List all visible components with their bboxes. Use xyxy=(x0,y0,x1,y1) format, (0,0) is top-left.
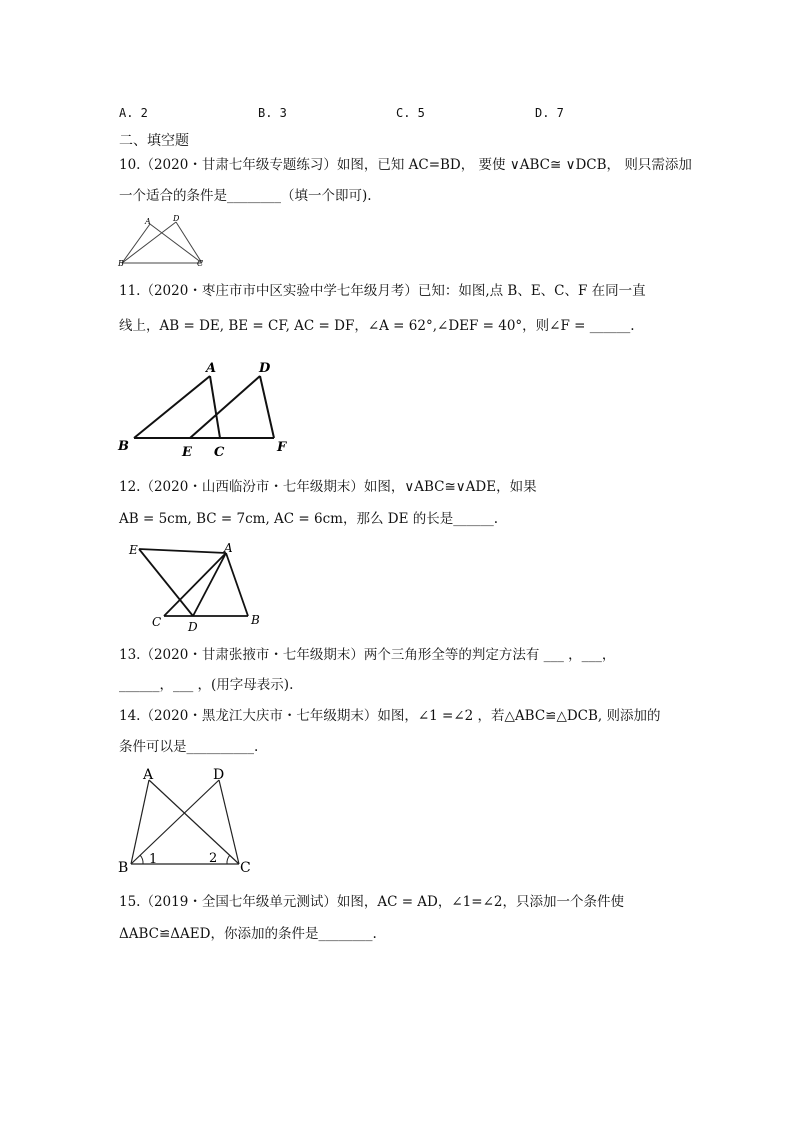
q13-line1: 13.（2020・甘肃张掖市・七年级期末）两个三角形全等的判定方法有 ___ ，___， xyxy=(119,647,616,663)
section-title: 二、填空题 xyxy=(119,133,189,149)
q11-line2: 线上，AB = DE, BE = CF, AC = DF，∠A = 62°,∠DEF = 40°，则∠F = ______. xyxy=(119,318,635,334)
q15-line1: 15.（2019・全国七年级单元测试）如图，AC = AD，∠1=∠2，只添加一个条件使 xyxy=(119,894,624,910)
q11-label-f: F xyxy=(277,440,287,455)
q11-label-e: E xyxy=(182,445,192,460)
q10-line1: 10.（2020・甘肃七年级专题练习）如图，已知 AC=BD， 要使 ∨ABC≅ ∨DCB， 则只需添加 xyxy=(119,157,692,173)
q12-label-b: B xyxy=(251,613,260,627)
q12-label-d: D xyxy=(188,620,198,634)
q11-line1: 11.（2020・枣庄市市中区实验中学七年级月考）已知：如图,点 B、E、C、F 在同一直 xyxy=(119,283,646,299)
q14-figure xyxy=(117,764,257,876)
q10-label-b: B xyxy=(118,259,124,268)
q14-label-c: C xyxy=(240,860,251,876)
q10-figure xyxy=(118,216,208,266)
option-d: D. 7 xyxy=(535,106,564,120)
q10-line2: 一个适合的条件是________（填一个即可). xyxy=(119,188,372,204)
q11-label-a: A xyxy=(206,361,217,376)
q12-line2: AB = 5cm, BC = 7cm, AC = 6cm，那么 DE 的长是______. xyxy=(119,511,499,527)
q11-label-c: C xyxy=(214,445,225,460)
q14-angle-1: 1 xyxy=(149,852,158,867)
q11-figure xyxy=(116,358,306,458)
q11-label-d: D xyxy=(259,361,271,376)
q12-label-e: E xyxy=(129,543,138,557)
q10-label-a: A xyxy=(145,217,151,226)
q10-label-c: C xyxy=(197,259,204,268)
q12-figure xyxy=(120,538,270,633)
q14-label-d: D xyxy=(213,767,225,783)
q12-label-a: A xyxy=(224,541,233,555)
q12-line1: 12.（2020・山西临汾市・七年级期末）如图，∨ABC≅∨ADE，如果 xyxy=(119,479,537,495)
option-c: C. 5 xyxy=(396,106,425,120)
q14-label-a: A xyxy=(143,767,154,783)
q14-angle-2: 2 xyxy=(209,851,218,866)
q11-label-b: B xyxy=(118,439,129,454)
q12-label-c: C xyxy=(152,615,162,629)
option-b: B. 3 xyxy=(258,106,287,120)
option-a: A. 2 xyxy=(119,106,148,120)
q14-line2: 条件可以是__________. xyxy=(119,739,259,755)
q14-label-b: B xyxy=(118,860,129,876)
q15-line2: ΔABC≌ΔAED，你添加的条件是________. xyxy=(119,926,377,942)
q13-line2: ______，___ ，(用字母表示). xyxy=(119,677,294,693)
q14-line1: 14.（2020・黑龙江大庆市・七年级期末）如图，∠1 =∠2 ，若△ABC≌△DCB, 则添加的 xyxy=(119,708,661,724)
q10-label-d: D xyxy=(173,214,180,223)
